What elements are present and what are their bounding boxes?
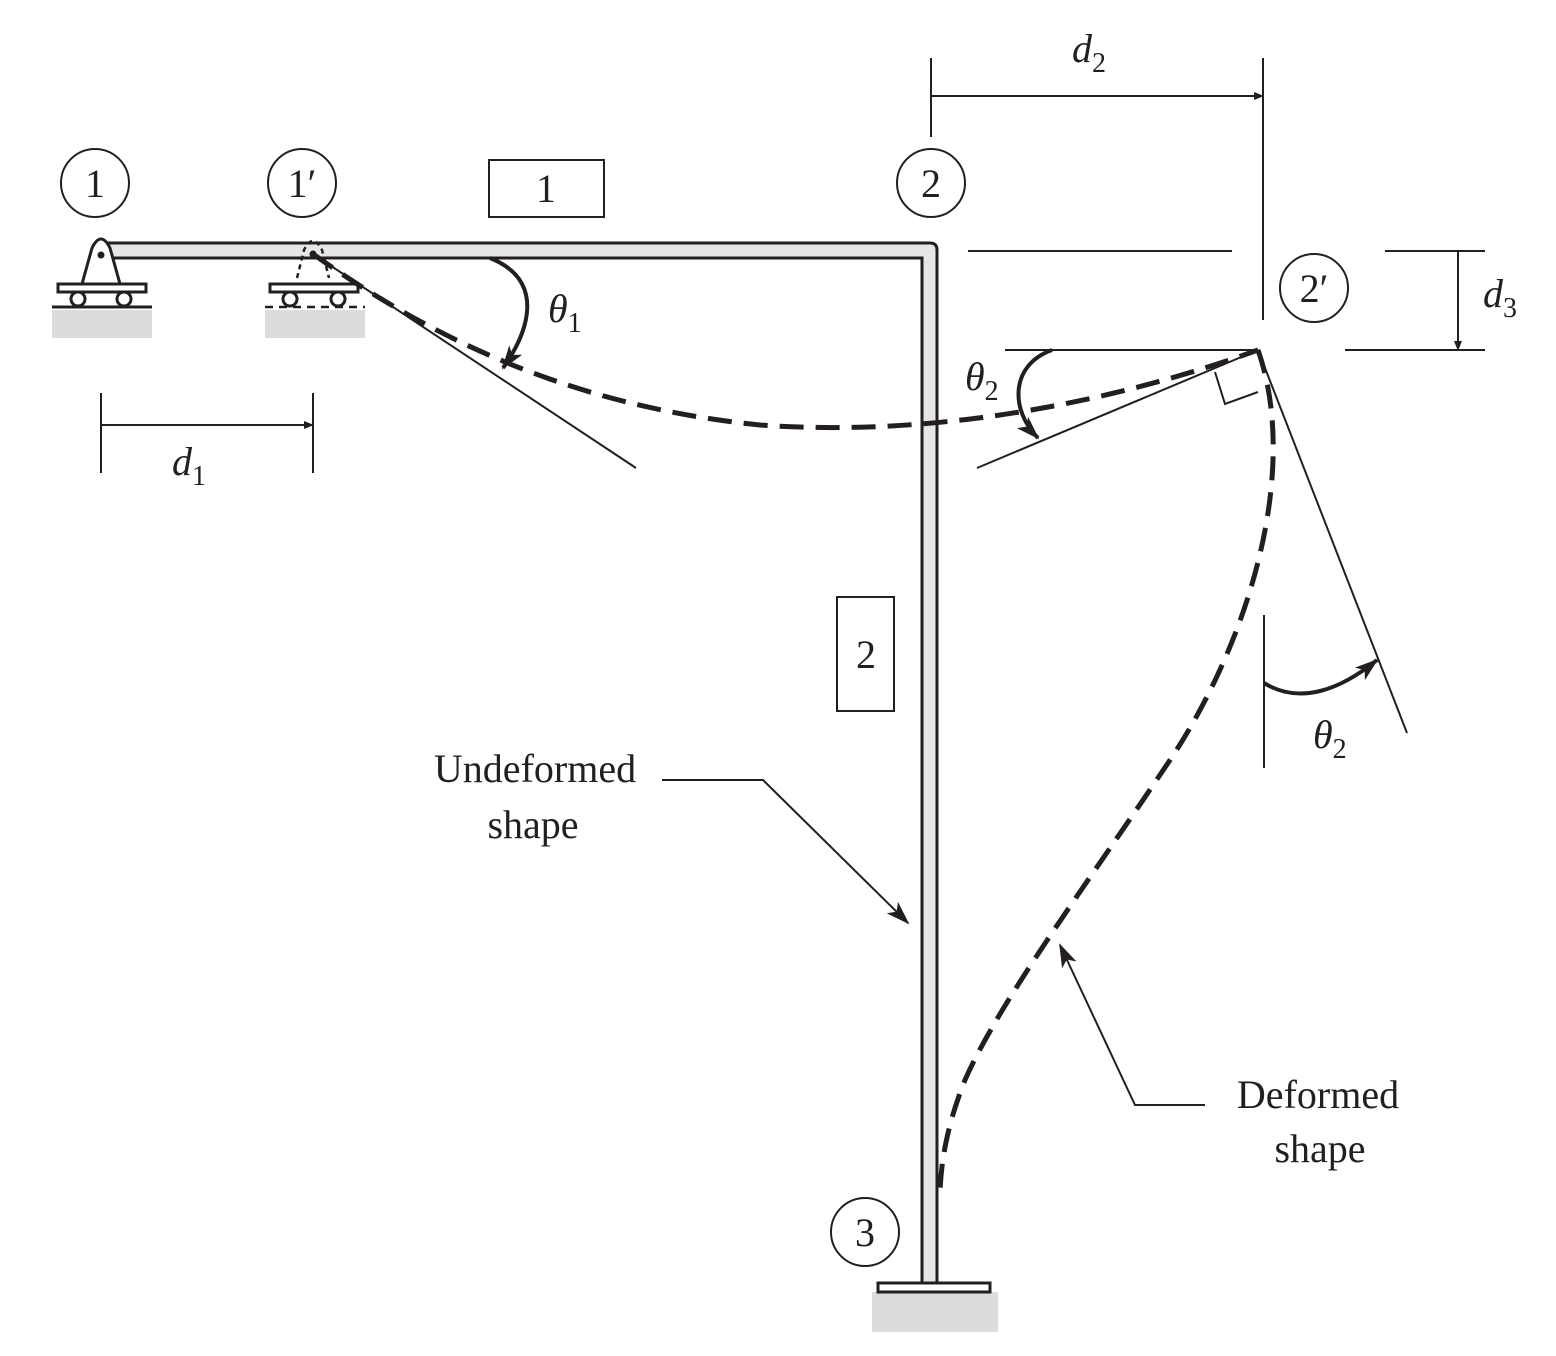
dimension-d1 <box>101 393 313 473</box>
d3-symbol: d <box>1483 271 1503 316</box>
tangent-line-column-node-2-prime <box>1258 350 1407 733</box>
undeformed-label-line2: shape <box>487 802 579 847</box>
node-2-prime <box>1280 254 1348 322</box>
undeformed-label-line1: Undeformed <box>433 746 637 791</box>
ground-hatch-1-prime <box>265 310 365 338</box>
node-1 <box>61 149 129 217</box>
d1-subscript: 1 <box>192 461 206 492</box>
d3-subscript: 3 <box>1503 293 1517 324</box>
d2-symbol: d <box>1072 26 1092 71</box>
ground-hatch-1 <box>52 310 152 338</box>
d3-label <box>1483 271 1517 324</box>
node-1-prime <box>268 149 336 217</box>
dimension-d2 <box>931 58 1263 320</box>
theta2-column-subscript: 2 <box>1332 734 1347 765</box>
ground-hatch-3 <box>872 1292 998 1332</box>
theta1-rotation-arrow <box>490 258 527 368</box>
d2-label <box>1072 26 1106 79</box>
roller-wheel <box>117 292 131 306</box>
theta1-symbol: θ <box>548 286 568 331</box>
undeformed-leader <box>662 780 908 923</box>
node-2 <box>897 149 965 217</box>
node-3-label: 3 <box>855 1210 875 1255</box>
theta2-beam-symbol: θ <box>965 354 985 399</box>
theta1-subscript: 1 <box>567 308 582 339</box>
theta2-rotation-arrow-column <box>1264 660 1377 693</box>
element-1 <box>489 160 604 217</box>
node-1-prime-label: 1′ <box>287 161 317 206</box>
deformed-beam <box>313 254 1258 428</box>
deformed-column <box>940 350 1273 1198</box>
theta1-label <box>548 286 582 339</box>
d2-subscript: 2 <box>1092 48 1106 79</box>
d1-label <box>172 439 206 492</box>
pin-dot <box>98 252 105 259</box>
node-2-prime-label: 2′ <box>1299 266 1329 311</box>
roller-wheel <box>283 292 297 306</box>
element-2-label: 2 <box>856 632 876 677</box>
deformed-label-line2: shape <box>1274 1126 1366 1171</box>
theta2-column-symbol: θ <box>1313 712 1333 757</box>
deformed-label-line1: Deformed <box>1236 1072 1400 1117</box>
roller-plate <box>270 284 358 292</box>
dimension-d3 <box>968 251 1485 350</box>
fixed-support-node-3 <box>872 1283 998 1332</box>
node-3 <box>831 1198 899 1266</box>
theta2-rotation-arrow-beam <box>1018 350 1052 438</box>
roller-wheel <box>71 292 85 306</box>
d1-symbol: d <box>172 439 192 484</box>
theta2-beam-label <box>965 354 999 407</box>
theta2-column-label <box>1313 712 1347 765</box>
deformed-shape <box>313 254 1273 1198</box>
node-2-label: 2 <box>921 161 941 206</box>
roller-plate <box>58 284 146 292</box>
tangent-line-node-1-prime <box>313 254 636 468</box>
element-2 <box>837 597 894 711</box>
right-angle-marker <box>1215 372 1258 404</box>
deformed-leader <box>1060 945 1205 1105</box>
theta2-beam-subscript: 2 <box>984 376 999 407</box>
roller-wheel <box>331 292 345 306</box>
node-1-label: 1 <box>85 161 105 206</box>
base-plate <box>878 1283 990 1292</box>
element-1-label: 1 <box>536 166 556 211</box>
